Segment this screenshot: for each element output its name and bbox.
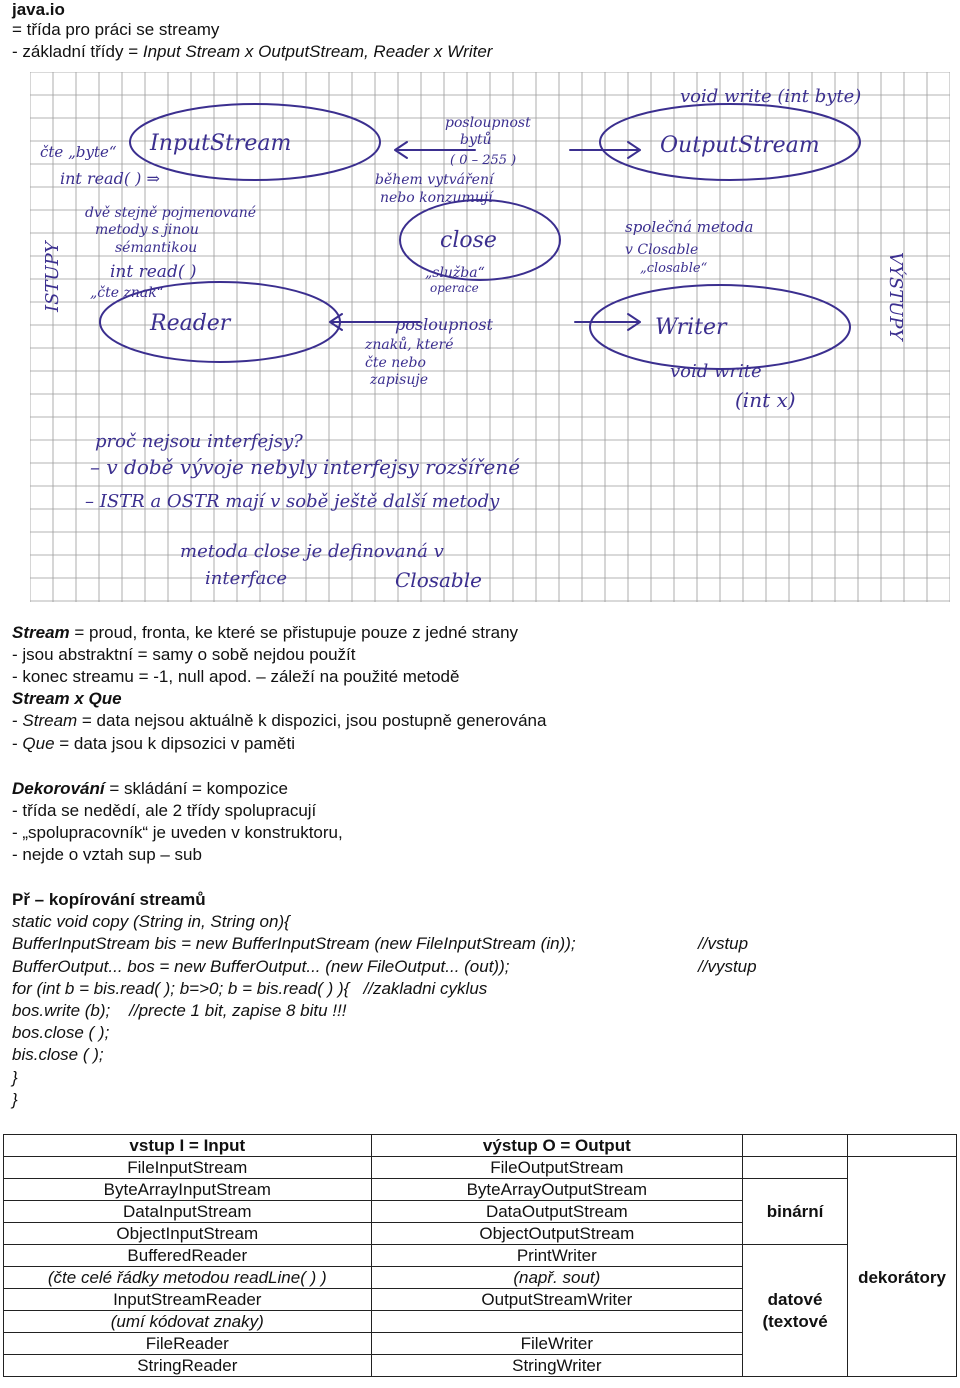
handwritten-note: ISTUPY [42, 241, 63, 312]
handwritten-note: čte „byte“ [40, 143, 117, 161]
table-cell-empty [743, 1135, 848, 1157]
handwritten-note: Closable [395, 568, 482, 592]
column-header-output: výstup O = Output [371, 1135, 743, 1157]
example-title: Př – kopírování streamů [12, 890, 206, 909]
handwritten-note: během vytváření [375, 172, 494, 188]
table-row [4, 1179, 957, 1201]
table-cell-in: FileInputStream [4, 1157, 372, 1179]
code-line: } [12, 1090, 18, 1109]
table-cell-in: FileReader [4, 1333, 372, 1355]
code-line: for (int b = bis.read( ); b=>0; b = bis.read( ) ){ //zakladni cyklus [12, 979, 488, 998]
header-line-2-prefix: - základní třídy = [12, 42, 143, 61]
label-data: datové (textové [743, 1245, 848, 1377]
table-header-row [4, 1135, 957, 1157]
handwritten-note: dvě stejně pojmenované [85, 205, 257, 221]
header-line-2-classes: Input Stream x OutputStream, Reader x Writer [142, 42, 493, 61]
code-line: } [12, 1068, 18, 1087]
stream-definition-text: = proud, fronta, ke které se přistupuje pouze z jedné strany [69, 623, 519, 642]
handwritten-notes [30, 72, 950, 602]
handwritten-note: v Closable [625, 242, 699, 258]
code-comment-in: //vstup [698, 934, 749, 953]
table-cell-empty [743, 1157, 848, 1179]
table-cell-out: OutputStreamWriter [371, 1289, 743, 1311]
stream-compare-title: Stream x Que [12, 689, 122, 708]
header-line-2 [12, 42, 492, 62]
handwritten-note: nebo konzumují [380, 190, 493, 206]
handwritten-note: int read( ) [110, 262, 197, 282]
handwritten-note: společná metoda [625, 218, 754, 236]
stream-compare-1 [12, 711, 546, 731]
table-cell-out: ObjectOutputStream [371, 1223, 743, 1245]
table-cell-out: FileWriter [371, 1333, 743, 1355]
table-cell-out: FileOutputStream [371, 1157, 743, 1179]
stream-compare-2 [12, 734, 295, 754]
handwritten-note: – v době vývoje nebyly interfejsy rozšířené [90, 455, 521, 479]
stream-bullet-1: - jsou abstraktní = samy o sobě nejdou použít [12, 645, 356, 664]
decor-term: Dekorování [12, 779, 105, 798]
handwritten-note: metody s jinou [95, 222, 199, 238]
handwritten-note: VÝSTUPY [885, 252, 906, 341]
handwritten-note: void write (int byte) [680, 86, 862, 107]
decor-bullet-1: - třída se nedědí, ale 2 třídy spolupracují [12, 801, 317, 820]
handwritten-note: – ISTR a OSTR mají v sobě ještě další metody [85, 491, 500, 512]
handwritten-note: čte nebo [365, 355, 426, 371]
compare-2-text: = data jsou k dipsozici v paměti [54, 734, 296, 753]
stream-definition [12, 623, 518, 643]
table-cell-in: ByteArrayInputStream [4, 1179, 372, 1201]
handwritten-note: „closable“ [640, 261, 708, 276]
handwritten-note: Writer [655, 315, 727, 340]
compare-1-prefix: - [12, 711, 23, 730]
table-cell-out [371, 1311, 743, 1333]
handwritten-note: posloupnost [445, 115, 531, 131]
table-cell-empty [848, 1135, 957, 1157]
handwritten-note: OutputStream [660, 133, 820, 158]
handwritten-note: znaků, které [365, 337, 454, 353]
handwritten-note: ( 0 – 255 ) [450, 153, 517, 168]
code-line: static void copy (String in, String on){ [12, 912, 290, 931]
table-row [4, 1157, 957, 1179]
table-cell-out: DataOutputStream [371, 1201, 743, 1223]
page-title: java.io [12, 0, 65, 19]
handwritten-note: metoda close je definovaná v [180, 541, 444, 562]
compare-2-term: Que [22, 734, 55, 753]
handwritten-note: int read( ) ⇒ [60, 169, 160, 188]
handwritten-note: „čte znak“ [90, 285, 164, 301]
handwritten-note: InputStream [150, 131, 292, 156]
handwritten-note: posloupnost [395, 315, 493, 334]
note-texts [40, 86, 908, 592]
decor-bullet-3: - nejde o vztah sup – sub [12, 845, 202, 864]
table-cell-in: (čte celé řádky metodou readLine( ) ) [4, 1267, 372, 1289]
table-row [4, 1245, 957, 1267]
table-cell-in: ObjectInputStream [4, 1223, 372, 1245]
code-line: BufferInputStream bis = new BufferInputStream (new FileInputStream (in)); [12, 934, 576, 953]
table-cell-out: PrintWriter [371, 1245, 743, 1267]
handwritten-note: operace [430, 281, 479, 295]
handwritten-note: void write [670, 361, 762, 382]
code-comment-out: //vystup [698, 957, 757, 976]
table-cell-in: StringReader [4, 1355, 372, 1377]
table-cell-out: StringWriter [371, 1355, 743, 1377]
stream-bullet-2: - konec streamu = -1, null apod. – záleží na použité metodě [12, 667, 460, 686]
label-decor: dekorátory [848, 1267, 957, 1377]
label-binary: binární [743, 1179, 848, 1245]
table-cell-in: (umí kódovat znaky) [4, 1311, 372, 1333]
compare-1-text: = data nejsou aktuálně k dispozici, jsou postupně generována [77, 711, 547, 730]
handwritten-note: proč nejsou interfejsy? [95, 431, 303, 452]
table-cell-in: BufferedReader [4, 1245, 372, 1267]
compare-1-term: Stream [22, 711, 78, 730]
handwritten-note: close [440, 228, 497, 253]
code-line: bos.write (b); //precte 1 bit, zapise 8 bitu !!! [12, 1001, 347, 1020]
handwritten-note: „služba“ [425, 265, 485, 281]
stream-term: Stream [12, 623, 70, 642]
arrow-right-bottom [575, 314, 640, 330]
handwritten-note: bytů [460, 132, 492, 148]
table-cell-out: (např. sout) [371, 1267, 743, 1289]
decor-definition [12, 779, 288, 799]
decor-definition-text: = skládání = kompozice [104, 779, 288, 798]
handwritten-note: Reader [150, 311, 231, 336]
handwritten-note: zapisuje [370, 372, 428, 388]
code-line: bos.close ( ); [12, 1023, 110, 1042]
code-line: bis.close ( ); [12, 1045, 104, 1064]
code-line: BufferOutput... bos = new BufferOutput... (new FileOutput... (out)); [12, 957, 510, 976]
io-classes-table [3, 1134, 957, 1377]
table-cell-out: ByteArrayOutputStream [371, 1179, 743, 1201]
compare-2-prefix: - [12, 734, 23, 753]
decor-bullet-2: - „spolupracovník“ je uveden v konstruktoru, [12, 823, 343, 842]
table-cell-empty [848, 1157, 957, 1267]
column-header-input: vstup I = Input [4, 1135, 372, 1157]
header-line-1: = třída pro práci se streamy [12, 20, 220, 39]
table-cell-in: InputStreamReader [4, 1289, 372, 1311]
table-cell-in: DataInputStream [4, 1201, 372, 1223]
handwritten-note: (int x) [735, 388, 796, 412]
handwritten-note: sémantikou [115, 240, 198, 256]
handwritten-note: interface [205, 568, 287, 589]
